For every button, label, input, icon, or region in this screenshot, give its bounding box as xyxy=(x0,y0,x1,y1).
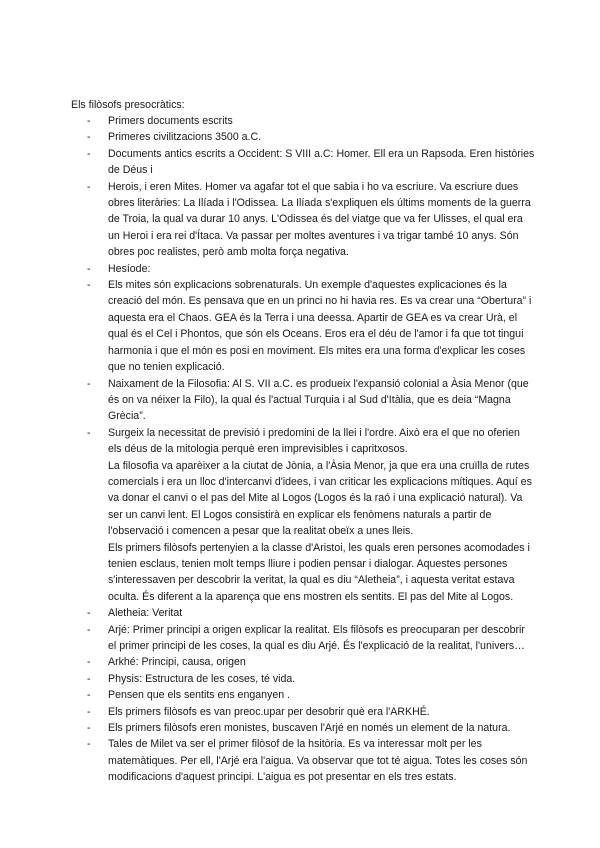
bullet-dash: - xyxy=(87,262,91,275)
list-item-text: Primers documents escrits xyxy=(108,115,233,127)
list-item xyxy=(87,113,535,129)
bullet-dash: - xyxy=(87,115,91,127)
list-item-text: Documents antics escrits a Occident: S VIII a.C: Homer. Ell era un Rapsoda. Eren històries de Déus i xyxy=(108,147,535,177)
bullet-dash: - xyxy=(87,738,91,751)
list-item xyxy=(87,605,535,621)
bullet-dash: - xyxy=(87,705,91,718)
list-item-text: Primeres civilitzacions 3500 a.C. xyxy=(108,131,262,144)
bullet-dash: - xyxy=(87,147,91,160)
list-item-text: Arkhé: Principi, causa, origen xyxy=(108,656,246,669)
list-item-text: Pensen que els sentits ens enganyen . xyxy=(108,689,290,702)
list-item-text: Aletheia: Veritat xyxy=(108,607,183,620)
list-item xyxy=(87,654,535,670)
bullet-dash: - xyxy=(87,377,91,390)
list-item-paragraph: Els primers filòsofs pertenyien a la classe d'Aristoi, les quals eren persones acomodades i tenien esclaus, tenien molt temps lliure i podien pensar i dialogar. Aquestes persones s'interessaven per descobrir la veritat, la qual es diu “Aletheia”, i aquesta veritat estava oculta. És diferent a la aparença que ens mostren els sentits. El pas del Mite al Logos. xyxy=(108,541,530,603)
list-item-text: Hesíode: xyxy=(108,262,151,275)
bullet-dash: - xyxy=(87,722,91,735)
list-item-text: Els mites són explicacions sobrenaturals. Un exemple d'aquestes explicaciones és la creació del món. Es pensava que en un princi no hi havia res. Es va crear una “Obertura” i aquesta era el Chaos. GEA és la Terra i una deessa. Apartir de GEA es va crear Urà, el qual és el Cel i Phontos, que són els Oceans. Eros era el déu de l'amor i fa que tot tingui harmonia i que el món es posi en moviment. Els mites era una forma d'explicar les coses que no tenien explicació. xyxy=(108,279,532,374)
document-title: Els filòsofs presocràtics: xyxy=(71,99,185,111)
bullet-dash: - xyxy=(87,180,91,193)
list-item-text: Arjé: Primer principi a origen explicar la realitat. Els filòsofs es preocuparan per descobrir el primer principi de les coses, la qual es diu Arjé. És l'explicació de la realitat, l'univers… xyxy=(108,623,525,652)
list-item-text: Tales de Milet va ser el primer filòsof de la hsitòria. Es va interessar molt per les matemàtiques. Per ell, l'Arjé era l'aigua. Va observar que tot té aigua. Totes les coses són modificacions d'aquest principi. L'aigua es pot presentar en els tres estats. xyxy=(108,738,528,784)
bullet-list xyxy=(87,113,535,786)
bullet-dash: - xyxy=(87,623,91,636)
list-item-text: Physis: Estructura de les coses, té vida. xyxy=(108,672,296,685)
list-item xyxy=(87,671,535,687)
bullet-dash: - xyxy=(87,689,91,702)
list-item xyxy=(87,376,535,425)
list-item xyxy=(87,179,535,261)
list-item xyxy=(87,687,535,703)
bullet-dash: - xyxy=(87,426,91,439)
list-item xyxy=(87,277,535,375)
list-item-text: Els primers filòsofs es van preoc.upar per desobrir què era l'ARKHÉ. xyxy=(108,705,430,718)
bullet-dash: - xyxy=(87,279,91,292)
list-item-text: Naixament de la Filosofia: Al S. VII a.C. es produeix l'expansió colonial a Àsia Menor (que és on va néixer la Filo), la qual és l'actual Turquia i al Sud d'Itàlia, que es deia “Magna Grècia”. xyxy=(108,377,529,423)
list-item xyxy=(87,129,535,145)
list-item-text: Surgeix la necessitat de previsió i predomini de la llei i l'ordre. Això era el que no oferien els déus de la mitologia perquè eren imprevisibles i capritxosos. xyxy=(108,426,520,456)
bullet-dash: - xyxy=(87,607,91,620)
bullet-dash: - xyxy=(87,656,91,669)
list-item xyxy=(87,622,535,655)
bullet-dash: - xyxy=(87,672,91,685)
list-item-text: Herois, i eren Mites. Homer va agafar tot el que sabia i ho va escriure. Va escriure dues obres literàries: La Ilíada i l'Odissea. La Ilíada s'expliquen els últims moments de la guerra de Troia, la qual va durar 10 anys. L'Odissea és del viatge que va fer Ulisses, el qual era un Heroi i era rei d'Ítaca. Va passar per moltes aventures i va trigar també 10 anys. Són obres poc realistes, però amb molta força negativa. xyxy=(108,180,531,259)
list-item xyxy=(87,736,535,785)
list-item xyxy=(87,146,535,179)
list-item xyxy=(87,425,535,605)
list-item xyxy=(87,261,535,277)
bullet-dash: - xyxy=(87,131,91,144)
list-item xyxy=(87,704,535,720)
list-item-paragraph: La filosofia va aparèixer a la ciutat de Jònia, a l'Àsia Menor, ja que era una cruïlla de rutes comercials i era un lloc d'intercanvi d'idees, i van criticar les explicacions mítiques. Aquí es va donar el canvi o el pas del Mite al Logos (Logos és la raó i una explicació natural). Va ser un canvi lent. El Logos consistirà en explicar els fenòmens naturals a partir de l'observació i comencen a pesar que la realitat obeïx a unes lleis. xyxy=(108,459,532,538)
list-item-text: Els primers filòsofs eren monistes, buscaven l'Arjé en només un element de la natura. xyxy=(108,722,511,735)
list-item xyxy=(87,720,535,736)
